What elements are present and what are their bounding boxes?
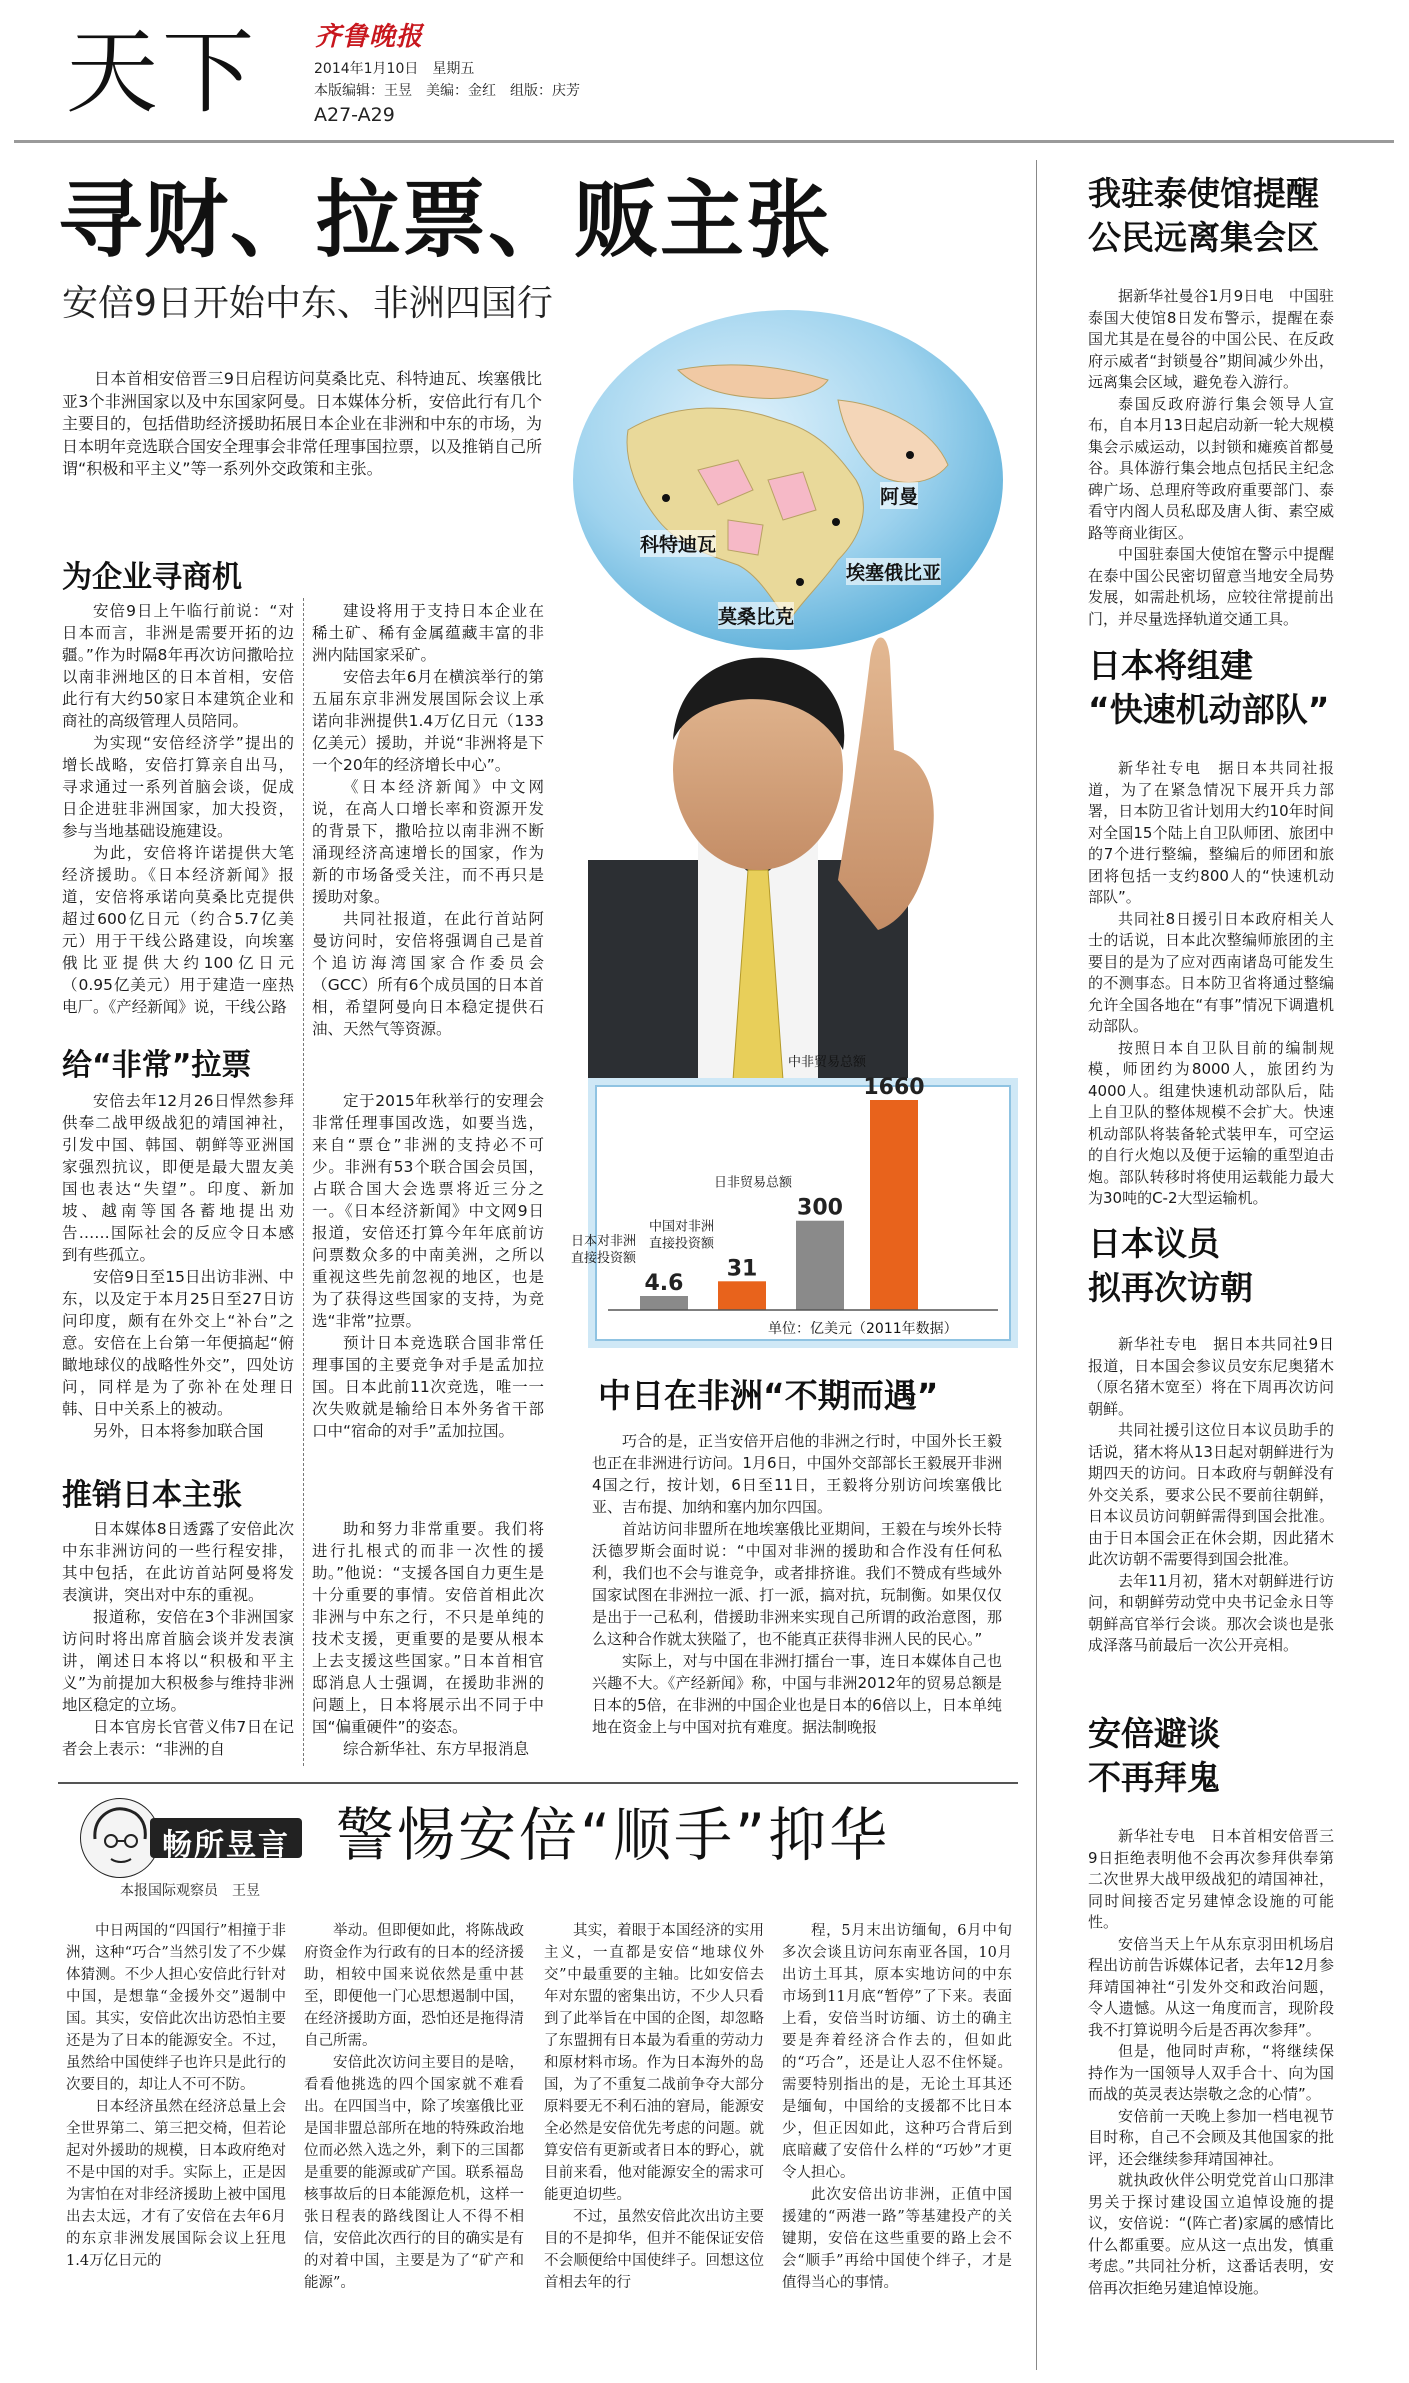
infographic xyxy=(570,360,1018,1350)
bar-value-label-1: 4.6 xyxy=(644,1271,684,1296)
issue-date: 2014年1月10日 星期五 xyxy=(314,61,475,77)
bar-category-label-1: 直接投资额 xyxy=(570,1251,636,1266)
bar-value-label-3: 300 xyxy=(797,1195,843,1221)
portrait-sketch xyxy=(81,1799,159,1877)
section-3-col-b: 助和努力非常重要。我们将进行扎根式的而非一次性的援助。”他说：“支援各国自力更生是十分重要的事情。安倍首相此次非洲与中东之行，不只是单纯的技术支援，更重要的是要从根本上去支援这些国家。”日本首相官邸消息人士强调，在援助非洲的问题上，日本将展示出不同于中国“偏重硬件”的姿态。 综合新华社、东方早报消息 xyxy=(312,1520,544,1758)
section-title-3: 推销日本主张 xyxy=(62,1478,242,1513)
section-1-col-a: 安倍9日上午临行前说：“对日本而言，非洲是需要开拓的边疆。”作为时隔8年再次访问撒哈拉以南非洲地区的日本首相，安倍此行有大约50家日本建筑企业和商社的高级管理人员陪同。 为实现“安倍经济学”提出的增长战略，安倍打算亲自出马，寻求通过一系列首脑会谈，促成日企进驻非洲国家，加大投资，参与当地基础设施建设。 为此，安倍将许诺提供大笔经济援助。《日本经济新闻》报道，安倍将承诺向莫桑比克提供超过600亿日元（约合5.7亿美元）用于干线公路建设，向埃塞俄比亚提供大约100亿日元（0.95亿美元）用于建造一座热电厂。《产经新闻》说，干线公路 xyxy=(62,602,294,1016)
bar-4 xyxy=(870,1100,918,1310)
side-body-4: 新华社专电 日本首相安倍晋三9日拒绝表明他不会再次参拜供奉第二次世界大战甲级战犯的靖国神社，同时间接否定另建悼念设施的可能性。 安倍当天上午从东京羽田机场启程出访前告诉媒体记者，去年12月参拜靖国神社“引发外交和政治问题，令人遗憾。从这一角度而言，现阶段我不打算说明今后是否再次参拜”。 但是，他同时声称，“将继续保持作为一国领导人双手合十、向为国而战的英灵表达崇敬之念的心情”。 安倍前一天晚上参加一档电视节目时称，自己不会顾及其他国家的批评，还会继续参拜靖国神社。 就执政伙伴公明党党首山口那津男关于探讨建设国立追悼设施的提议，安倍说：“(阵亡者)家属的感情比什么都重要。应从这一点出发，慎重考虑。”共同社分析，这番话表明，安倍再次拒绝另建追悼设施。 xyxy=(1088,1827,1334,2297)
map-label-cote-divoire: 科特迪瓦 xyxy=(640,530,716,557)
bar-category-label-1: 日本对非洲 xyxy=(570,1234,636,1249)
globe-graphic xyxy=(588,360,1018,1080)
oman-marker xyxy=(906,451,914,459)
map-label-oman: 阿曼 xyxy=(880,482,918,509)
column-col-4: 程，5月末出访缅甸，6月中旬多次会谈且访问东南亚各国，10月出访土耳其，原本实地访问的中东市场到11月底“暂停”了下来。表面上看，安倍当时访缅、访土的确主要是奔着经济合作去的，但如此的“巧合”，还是让人忍不住怀疑。需要特别指出的是，无论土耳其还是缅甸，中国给的支援都不比日本少，但正因如此，这种巧合背后到底暗藏了安倍什么样的“巧妙”才更令人担心。 此次安倍出访非洲，正值中国援建的“两港一路”等基建投产的关键期，安倍在这些重要的路上会不会“顺手”再给中国使个绊子，才是值得当心的事情。 xyxy=(782,1923,1012,2291)
masthead xyxy=(0,0,1409,150)
side-title-3: 日本议员 拟再次访朝 xyxy=(1088,1224,1253,1307)
cote-divoire-marker xyxy=(662,494,670,502)
map-label-ethiopia: 埃塞俄比亚 xyxy=(846,558,941,585)
mozambique-marker xyxy=(796,578,804,586)
trade-bar-chart xyxy=(570,1055,1018,1348)
column-col-1: 中日两国的“四国行”相撞于非洲，这种“巧合”当然引发了不少媒体猜测。不少人担心安倍此行针对中国，是想靠“金援外交”遏制中国。其实，安倍此次出访恐怕主要还是为了日本的能源安全。不过，虽然给中国使绊子也许只是此行的次要目的，却让人不可不防。 日本经济虽然在经济总量上会全世界第二、第三把交椅，但若论起对外援助的规模，日本政府绝对不是中国的对手。实际上，正是因为害怕在对非经济援助上被中国甩出去太远，才有了安倍在去年6月的东京非洲发展国际会议上狂甩1.4万亿日元的 xyxy=(66,1923,286,2269)
bar-category-label-4: 中非贸易总额 xyxy=(787,1055,866,1070)
side-title-1: 我驻泰使馆提醒 公民远离集会区 xyxy=(1088,174,1319,257)
column-col-3: 其实，着眼于本国经济的实用主义，一直都是安倍“地球仪外交”中最重要的主轴。比如安倍去年对东盟的密集出访，不少人只看到了此举旨在中国的企图，却忽略了东盟拥有日本最为看重的劳动力和原材料市场。作为日本海外的岛国，为了不重复二战前争夺大部分原料要无不利石油的窘局，能源安全必然是安倍优先考虑的问题。就算安倍有更新或者日本的野心，就目前来看，他对能源安全的需求可能更迫切些。 不过，虽然安倍此次出访主要目的不是抑华，但并不能保证安倍不会顺便给中国使绊子。回想这位首相去年的行 xyxy=(544,1923,764,2291)
bar-2 xyxy=(718,1281,766,1310)
side-body-1: 据新华社曼谷1月9日电 中国驻泰国大使馆8日发布警示，提醒在泰国尤其是在曼谷的中国公民、在反政府示威者“封锁曼谷”期间减少外出，远离集会区域，避免卷入游行。 泰国反政府游行集会领导人宣布，自本月13日起启动新一轮大规模集会示威运动，以封锁和瘫痪首都曼谷。具体游行集会地点包括民主纪念碑广场、总理府等政府重要部门、泰看守内阁人员私邸及唐人街、素空威路等商业街区。 中国驻泰国大使馆在警示中提醒在泰中国公民密切留意当地安全局势发展，如需赴机场，应较往常提前出门，并尽量选择轨道交通工具。 xyxy=(1088,287,1334,628)
chart-unit-note: 单位：亿美元（2011年数据） xyxy=(768,1321,958,1337)
bar-category-label-2: 直接投资额 xyxy=(648,1236,714,1252)
bar-3 xyxy=(796,1221,844,1310)
china-japan-body: 巧合的是，正当安倍开启他的非洲之行时，中国外长王毅也正在非洲进行访问。1月6日，中国外交部部长王毅展开非洲4国之行，按计划，6日至11日，王毅将分别访问埃塞俄比亚、吉布提、加纳和塞内加尔四国。 首站访问非盟所在地埃塞俄比亚期间，王毅在与埃外长特沃德罗斯会面时说：“中国对非洲的援助和合作没有任何私利，我们也不会与谁竞争，或者排挤谁。我们不赞成有些域外国家试图在非洲拉一派、打一派，搞对抗，玩制衡。如果仅仅是出于一己私利，借援助非洲来实现自己所谓的政治意图，那么这种合作就太狭隘了，也不能真正获得非洲人民的民心。” 实际上，对与中国在非洲打擂台一事，连日本媒体自己也兴趣不大。《产经新闻》称，中国与非洲2012年的贸易总额是日本的5倍，在非洲的中国企业也是日本的6倍以上，日本单纯地在资金上与中国对抗有难度。据法制晚报 xyxy=(592,1432,1002,1736)
column-col-2: 举动。但即便如此，将陈战政府资金作为行政有的日本的经济援助，相较中国来说依然是重中甚至，即便他一门心思想遏制中国，在经济援助方面，恐怕还是拖得清自己所需。 安倍此次访问主要目的是啥，看看他挑选的四个国家就不难看出。在四国当中，除了埃塞俄比亚是国非盟总部所在地的特殊政治地位而必然入选之外，剩下的三国都是重要的能源或矿产国。联系福岛核事故后的日本能源危机，这样一张日程表的路线图让人不得不相信，安倍此次西行的目的确实是有的对着中国，主要是为了“矿产和能源”。 xyxy=(304,1923,524,2291)
columnist-portrait xyxy=(80,1798,160,1878)
section-title: 天下 xyxy=(66,19,259,126)
page-range: A27-A29 xyxy=(314,104,395,126)
map-label-mozambique: 莫桑比克 xyxy=(718,602,794,629)
masthead-rule xyxy=(14,140,1394,143)
section-2-col-b: 定于2015年秋举行的安理会非常任理事国改选，如要当选，来自“票仓”非洲的支持必不可少。非洲有53个联合国会员国，占联合国大会选票将近三分之一。《日本经济新闻》中文网9日报道，安倍还打算今年年底前访问票数众多的中南美洲，之所以重视这些先前忽视的地区，也是为了获得这些国家的支持，为竞选“非常”拉票。 预计日本竞选联合国非常任理事国的主要竞争对手是孟加拉国。日本此前11次竞选，唯一一次失败就是输给日本外务省干部口中“宿命的对手”孟加拉国。 xyxy=(312,1092,544,1440)
column-brand-label: 畅所昱言 xyxy=(162,1828,290,1863)
side-body-2: 新华社专电 据日本共同社报道，为了在紧急情况下展开兵力部署，日本防卫省计划用大约10年时间对全国15个陆上自卫队师团、旅团中的7个进行整编，整编后的师团和旅团将包括一支约800人的“快速机动部队”。 共同社8日援引日本政府相关人士的话说，日本此次整编师旅团的主要目的是为了应对西南诸岛可能发生的不测事态。日本防卫省将通过整编允许全国各地在“有事”情况下调遣机动部队。 按照日本自卫队目前的编制规模，师团约为8000人，旅团约为4000人。组建快速机动部队后，陆上自卫队的整体规模不会扩大。快速机动部队将装备轮式装甲车，可空运的自行火炮以及便于运输的重型迫击炮。部队转移时将使用运载能力最大为30吨的C-2大型运输机。 xyxy=(1088,759,1334,1207)
section-1-col-b: 建设将用于支持日本企业在稀土矿、稀有金属蕴藏丰富的非洲内陆国家采矿。 安倍去年6月在横滨举行的第五届东京非洲发展国际会议上承诺向非洲提供1.4万亿日元（133亿美元）援助，并说“非洲将是下一个20年的经济增长中心”。 《日本经济新闻》中文网说，在高人口增长率和资源开发的背景下，撒哈拉以南非洲不断涌现经济高速增长的国家，作为新的市场备受关注，而不再只是援助对象。 共同社报道，在此行首站阿曼访问时，安倍将强调自己是首个追访海湾国家合作委员会（GCC）所有6个成员国的日本首相，希望阿曼向日本稳定提供石油、天然气等资源。 xyxy=(312,602,544,1038)
section-title-1: 为企业寻商机 xyxy=(62,560,242,595)
china-japan-title: 中日在非洲“不期而遇” xyxy=(598,1376,939,1415)
side-title-4: 安倍避谈 不再拜鬼 xyxy=(1088,1714,1220,1797)
section-2-col-a: 安倍去年12月26日悍然参拜供奉二战甲级战犯的靖国神社，引发中国、韩国、朝鲜等亚洲国家强烈抗议，即便是最大盟友美国也表达“失望”。印度、新加坡、越南等国各蓄地提出劝告……国际社会的反应令日本感到有些孤立。 安倍9日至15日出访非洲、中东，以及定于本月25日至27日访问印度，颇有在外交上“补台”之意。安倍在上台第一年便搞起“俯瞰地球仪的战略性外交”，四处访问，同样是为了弥补在处理日韩、日中关系上的被动。 另外，日本将参加联合国 xyxy=(62,1092,294,1440)
lead-intro: 日本首相安倍晋三9日启程访问莫桑比克、科特迪瓦、埃塞俄比亚3个非洲国家以及中东国家阿曼。日本媒体分析，安倍此行有几个主要目的，包括借助经济援助拓展日本企业在非洲和中东的市场，为日本明年竞选联合国安全理事会非常任理事国拉票，以及推销自己所谓“积极和平主义”等一系列外交政策和主张。 xyxy=(62,369,543,478)
side-body-3: 新华社专电 据日本共同社9日报道，日本国会参议员安东尼奥猪木（原名猪木宽至）将在下周再次访问朝鲜。 共同社援引这位日本议员助手的话说，猪木将从13日起对朝鲜进行为期四天的访问。日本政府与朝鲜没有外交关系，要求公民不要前往朝鲜，日本议员访问朝鲜需得到国会批准。由于日本国会正在休会期，因此猪木此次访朝不需要得到国会批准。 去年11月初，猪木对朝鲜进行访问，和朝鲜劳动党中央书记金永日等朝鲜高官举行会谈。那次会谈也是张成泽落马前最后一次公开亮相。 xyxy=(1088,1335,1334,1654)
divider-left xyxy=(303,598,304,1766)
divider-side xyxy=(1036,160,1037,2370)
editor-credits: 本版编辑：王昱 美编：金红 组版：庆芳 xyxy=(314,83,580,99)
side-title-2: 日本将组建 “快速机动部队” xyxy=(1088,646,1330,729)
paper-logo: 齐鲁晚报 xyxy=(315,22,424,52)
ethiopia-marker xyxy=(832,518,840,526)
bar-category-label-2: 中国对非洲 xyxy=(648,1219,714,1235)
bar-value-label-4: 1660 xyxy=(863,1075,925,1100)
section-title-2: 给“非常”拉票 xyxy=(62,1048,252,1083)
bar-1 xyxy=(640,1296,688,1310)
bar-category-label-3: 日非贸易总额 xyxy=(713,1175,792,1191)
lead-subhead: 安倍9日开始中东、非洲四国行 xyxy=(62,283,553,324)
column-author-note: 本报国际观察员 王昱 xyxy=(120,1883,260,1899)
section-3-col-a: 日本媒体8日透露了安倍此次中东非洲访问的一些行程安排，其中包括，在此访首站阿曼将发表演讲，突出对中东的重视。 报道称，安倍在3个非洲国家访问时将出席首脑会谈并发表演讲，阐述日本将以“积极和平主义”为前提加大积极参与维持非洲地区稳定的立场。 日本官房长官菅义伟7日在记者会上表示：“非洲的自 xyxy=(62,1520,294,1758)
column-title: 警惕安倍“顺手”抑华 xyxy=(336,1801,891,1869)
lead-headline: 寻财、拉票、贩主张 xyxy=(58,171,833,269)
bar-value-label-2: 31 xyxy=(726,1256,758,1282)
column-top-rule xyxy=(58,1782,1018,1784)
